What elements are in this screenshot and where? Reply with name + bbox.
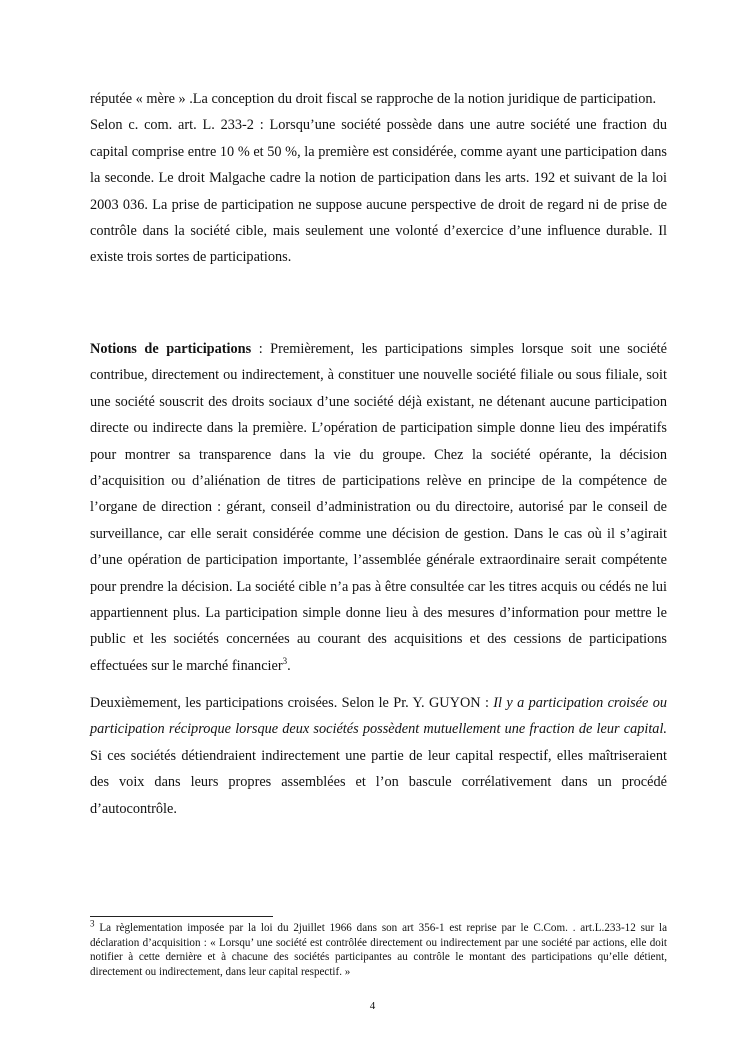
footnote-separator — [90, 916, 273, 917]
paragraph-text: : Premièrement, les participations simples lorsque soit une société contribue, directement ou indirectement, à constituer une nouvelle société filiale ou sous filiale, soit une société souscrit des droits sociaux d’une société déjà existant, ne détenant aucune participation directe ou indirecte dans la première. L’opération de participation simple donne lieu des impératifs pour montrer sa transparence dans la vie du groupe. Chez la société opérante, la décision d’acquisition ou d’aliénation de titres de participations relève en principe de la compétence de l’organe de direction : gérant, conseil d’administration ou du directoire, autorisé par le conseil de surveillance, car elle serait considérée comme une décision de gestion. Dans le cas où il s’agirait d’une opération de participation importante, l’assemblée générale extraordinaire serait compétente pour prendre la décision. La société cible n’a pas à être consultée car les titres acquis ou cédés ne lui appartiennent plus. La participation simple donne lieu à des mesures d’information pour mettre le public et les sociétés concernées au courant des acquisitions et des cessions de participations effectuées sur le marché financier — [90, 341, 667, 674]
quoted-definition: Il y a participation croisée ou participation réciproque lorsque deux sociétés possèdent mutuellement une fraction de leur capital. — [90, 695, 667, 738]
paragraph-definition — [90, 86, 667, 271]
paragraph-body — [90, 690, 667, 822]
footnote-reference: 3 — [282, 656, 288, 667]
paragraph-body — [90, 336, 667, 679]
paragraph-text: Si ces sociétés détiendraient indirectement une partie de leur capital respectif, elles maîtriseraient des voix dans leurs propres assemblées et l’on bascule corrélativement dans un procédé d’autocontrôle. — [90, 747, 667, 817]
paragraph-intro: Deuxièmement, les participations croisées. Selon le Pr. Y. GUYON : — [90, 695, 494, 711]
section-heading: Notions de participations — [90, 341, 252, 357]
paragraph-line: réputée « mère » .La conception du droit fiscal se rapproche de la notion juridique de participation. — [90, 91, 657, 107]
paragraph-simple-participation — [90, 336, 667, 679]
paragraph-cross-participation — [90, 690, 667, 822]
paragraph-end: . — [287, 657, 291, 674]
footnote-text: La règlementation imposée par la loi du 2juillet 1966 dans son art 356-1 est reprise par le C.Com. . art.L.233-12 sur la déclaration d’acquisition : « Lorsqu’ une société est contrôlée directement ou indirectement par une société par actions, elle doit notifier à cette dernière et à chacune des sociétés participantes au contrôle le montant des participations qu’elle détient, directement ou indirectement, dans leur capital respectif. » — [90, 922, 667, 978]
paragraph-line: Selon c. com. art. L. 233-2 : Lorsqu’une société possède dans une autre société une fraction du capital comprise entre 10 % et 50 %, la première est considérée, comme ayant une participation dans la seconde. Le droit Malgache cadre la notion de participation dans les arts. 192 et suivant de la loi 2003 036. La prise de participation ne suppose aucune perspective de droit de regard ni de prise de contrôle dans la société cible, mais seulement une volonté d’exercice d’une influence durable. Il existe trois sortes de participations. — [90, 117, 667, 266]
footnote — [90, 918, 667, 979]
footnote-number: 3 — [90, 918, 95, 929]
page-number: 4 — [369, 1000, 376, 1012]
